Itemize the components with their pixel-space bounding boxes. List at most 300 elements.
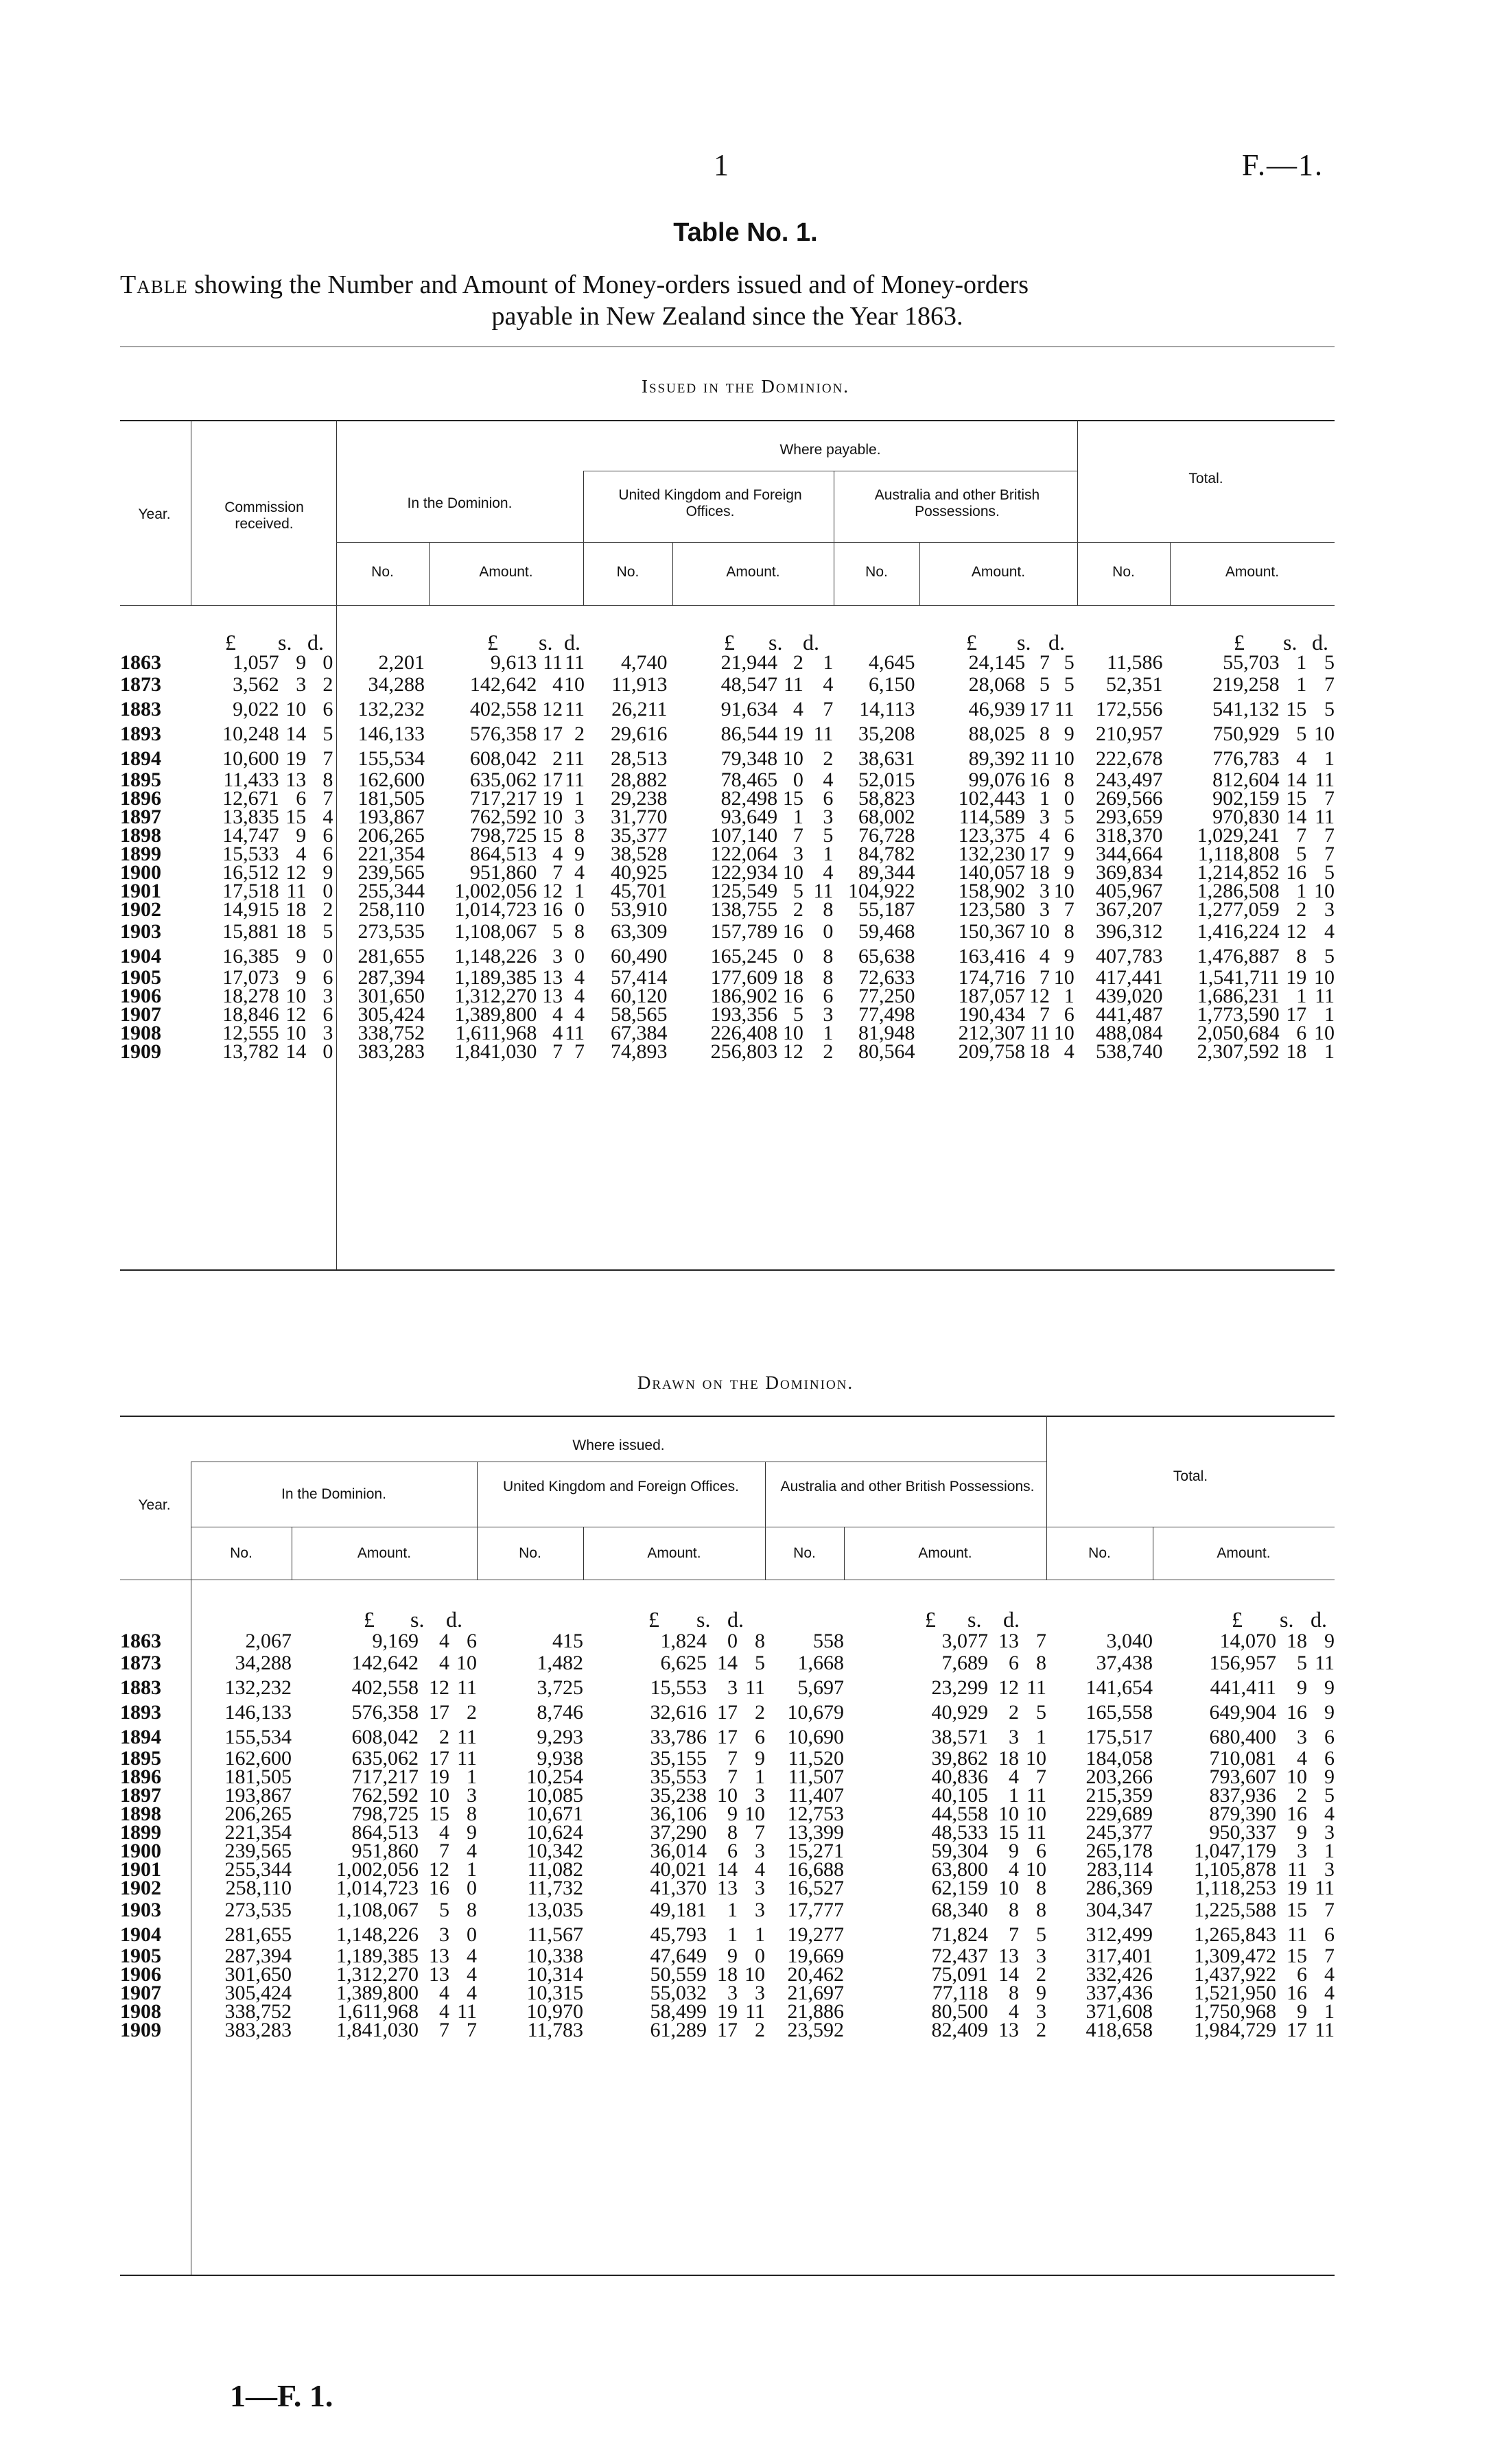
table-cell: 206,265 [357, 824, 425, 847]
table-cell: 35,377 [611, 824, 668, 847]
page-number: 1 [714, 148, 729, 182]
table-cell: 9 [1324, 1765, 1335, 1788]
table-cell: 44,558 [931, 1803, 988, 1825]
table-cell: 1,389,800 [336, 1982, 419, 2004]
table-cell: 48,547 [720, 672, 778, 696]
table-cell: 12 [429, 1676, 449, 1699]
table-cell: 3 [727, 1982, 738, 2004]
table-cell: 0 [467, 1923, 477, 1946]
row-year: 1897 [120, 806, 161, 828]
table-row [120, 1724, 1335, 1749]
table-cell: 11 [813, 722, 834, 745]
table-cell: 4 [793, 697, 803, 720]
table-cell: 12 [1286, 919, 1307, 943]
table-cell: 13 [998, 1945, 1019, 1967]
row-year: 1873 [120, 1651, 161, 1674]
table-cell: 17 [1029, 697, 1050, 720]
table-cell: 255,344 [224, 1858, 292, 1881]
table-cell: 11 [1315, 2019, 1335, 2041]
table-cell: 140,057 [958, 861, 1026, 884]
table-cell: 14 [285, 1040, 307, 1063]
table-cell: 9 [1064, 944, 1075, 967]
table-cell: 1,118,253 [1195, 1877, 1276, 1899]
table-cell: 2 [793, 651, 803, 674]
table-cell: 10 [998, 1877, 1019, 1899]
table-cell: 7 [1036, 1630, 1046, 1652]
issued-unit-pence-uk: d. [803, 630, 819, 655]
table-cell: 146,133 [224, 1700, 292, 1724]
table-cell: 4 [823, 768, 834, 791]
table-cell: 3 [1039, 898, 1050, 921]
table-cell: 0 [322, 651, 333, 674]
table-cell: 5 [1324, 697, 1335, 720]
table-cell: 8 [1296, 944, 1307, 967]
issued-header-uk-no: No. [616, 564, 639, 580]
table-cell: 0 [1064, 787, 1075, 810]
drawn-section-title: Drawn on the Dominion. [637, 1372, 854, 1393]
table-row [120, 789, 1335, 808]
table-cell: 762,592 [351, 1784, 419, 1807]
table-cell: 7 [1324, 1945, 1335, 1967]
table-cell: 6 [322, 697, 333, 720]
table-cell: 417,441 [1096, 966, 1163, 989]
table-cell: 11 [745, 1676, 765, 1699]
table-cell: 132,230 [958, 843, 1026, 865]
table-cell: 970,830 [1212, 806, 1280, 828]
table-cell: 15 [1286, 787, 1307, 810]
table-cell: 82,409 [931, 2019, 988, 2041]
table-cell: 184,058 [1085, 1747, 1153, 1770]
table-cell: 187,057 [958, 985, 1026, 1007]
table-cell: 11 [565, 768, 585, 791]
table-cell: 418,658 [1085, 2019, 1153, 2041]
table-cell: 5 [1296, 722, 1307, 745]
issued-unit-pence-dominion: d. [564, 630, 580, 655]
table-cell: 18 [998, 1747, 1019, 1770]
table-cell: 762,592 [469, 806, 537, 828]
table-cell: 65,638 [858, 944, 915, 967]
table-row [120, 826, 1335, 845]
table-cell: 107,140 [710, 824, 778, 847]
table-cell: 10 [1026, 1858, 1046, 1881]
row-year: 1898 [120, 824, 161, 847]
table-cell: 35,208 [858, 722, 915, 745]
table-cell: 4 [1296, 747, 1307, 770]
table-cell: 7 [1064, 898, 1075, 921]
table-cell: 2,201 [378, 651, 425, 674]
drawn-header-total-no: No. [1088, 1545, 1111, 1561]
row-year: 1895 [120, 768, 161, 791]
table-cell: 78,465 [720, 768, 778, 791]
table-cell: 37,438 [1096, 1651, 1153, 1674]
table-cell: 77,118 [932, 1982, 988, 2004]
table-cell: 1,750,968 [1194, 2000, 1276, 2023]
table-cell: 40,925 [611, 861, 668, 884]
table-cell: 3 [755, 1784, 765, 1807]
table-cell: 62,159 [931, 1877, 988, 1899]
row-year: 1902 [120, 1877, 161, 1899]
table-cell: 3 [755, 1877, 765, 1899]
row-year: 1904 [120, 944, 161, 967]
table-row [120, 845, 1335, 863]
table-cell: 951,860 [351, 1840, 419, 1862]
table-cell: 1 [574, 787, 585, 810]
table-cell: 15 [1286, 697, 1307, 720]
table-cell: 367,207 [1096, 898, 1163, 921]
table-cell: 10 [998, 1803, 1019, 1825]
table-cell: 812,604 [1212, 768, 1280, 791]
table-cell: 5 [1036, 1923, 1046, 1946]
table-cell: 45,793 [650, 1923, 707, 1946]
table-cell: 1,105,878 [1194, 1858, 1276, 1881]
table-cell: 14 [285, 722, 307, 745]
table-cell: 5 [1064, 651, 1075, 674]
table-cell: 35,553 [650, 1765, 707, 1788]
table-row [120, 1042, 1335, 1061]
table-cell: 8 [467, 1803, 477, 1825]
table-cell: 5 [322, 722, 333, 745]
drawn-header-dominion-no: No. [230, 1545, 253, 1561]
table-cell: 28,513 [611, 747, 668, 770]
issued-unit-pound-dominion: £ [487, 630, 498, 655]
table-cell: 8 [574, 824, 585, 847]
table-cell: 3,040 [1106, 1630, 1153, 1652]
table-cell: 206,265 [224, 1803, 292, 1825]
table-cell: 60,490 [611, 944, 668, 967]
table-cell: 210,957 [1096, 722, 1163, 745]
table-cell: 8 [727, 1821, 738, 1844]
table-cell: 13 [542, 985, 563, 1007]
table-cell: 0 [322, 944, 333, 967]
drawn-unit-pound-dominion: £ [364, 1607, 375, 1632]
table-cell: 3 [793, 843, 803, 865]
drawn-unit-shilling-uk: s. [696, 1607, 711, 1632]
table-cell: 39,862 [931, 1747, 988, 1770]
table-cell: 89,344 [858, 861, 915, 884]
table-cell: 2 [467, 1700, 477, 1724]
drawn-unit-pound-aus: £ [925, 1607, 936, 1632]
table-cell: 37,290 [650, 1821, 707, 1844]
table-cell: 5 [823, 824, 834, 847]
issued-unit-pound-commission: £ [225, 630, 236, 655]
table-cell: 864,513 [469, 843, 537, 865]
table-cell: 58,499 [650, 2000, 707, 2023]
table-cell: 23,299 [931, 1676, 988, 1699]
table-row [120, 1897, 1335, 1922]
row-year: 1908 [120, 2000, 161, 2023]
table-cell: 1,416,224 [1197, 919, 1280, 943]
drawn-header-total-amount: Amount. [1217, 1545, 1271, 1561]
table-cell: 8 [823, 966, 834, 989]
row-year: 1896 [120, 1765, 161, 1788]
row-year: 1904 [120, 1923, 161, 1946]
table-cell: 71,824 [931, 1923, 988, 1946]
table-cell: 0 [322, 1040, 333, 1063]
row-year: 1908 [120, 1022, 161, 1044]
drawn-bottom-rule [120, 2275, 1335, 2276]
table-cell: 793,607 [1209, 1765, 1276, 1788]
table-cell: 84,782 [858, 843, 915, 865]
table-cell: 193,867 [224, 1784, 292, 1807]
table-cell: 11 [286, 880, 307, 902]
table-cell: 10,314 [526, 1963, 583, 1986]
table-cell: 7 [1039, 651, 1050, 674]
drawn-header-uk-no: No. [519, 1545, 541, 1561]
table-cell: 3 [755, 1982, 765, 2004]
table-cell: 7 [1039, 966, 1050, 989]
table-cell: 4 [296, 843, 307, 865]
row-year: 1894 [120, 747, 161, 770]
table-cell: 3 [823, 806, 834, 828]
table-cell: 558 [813, 1630, 844, 1652]
table-cell: 10,624 [526, 1821, 583, 1844]
table-cell: 3 [439, 1923, 449, 1946]
table-cell: 132,232 [357, 697, 425, 720]
issued-unit-shilling-dominion: s. [539, 630, 553, 655]
table-cell: 1,611,968 [455, 1022, 537, 1044]
table-cell: 123,580 [958, 898, 1026, 921]
table-cell: 155,534 [224, 1725, 292, 1748]
table-cell: 3 [1324, 898, 1335, 921]
table-cell: 7 [439, 2019, 449, 2041]
issued-unit-pound-aus: £ [966, 630, 977, 655]
table-cell: 19 [1287, 1877, 1307, 1899]
table-cell: 902,159 [1212, 787, 1280, 810]
table-cell: 31,770 [611, 806, 668, 828]
issued-header-uk-amount: Amount. [726, 564, 780, 580]
row-year: 1883 [120, 697, 161, 720]
table-cell: 11 [1026, 1784, 1046, 1807]
table-row [120, 771, 1335, 789]
table-cell: 17 [1286, 1003, 1307, 1026]
table-cell: 4 [574, 1003, 585, 1026]
issued-unit-pence-commission: d. [307, 630, 324, 655]
table-cell: 9 [467, 1821, 477, 1844]
table-cell: 5 [1324, 651, 1335, 674]
table-cell: 14,070 [1219, 1630, 1276, 1652]
table-cell: 10,600 [222, 747, 279, 770]
table-cell: 4 [439, 1821, 449, 1844]
table-cell: 52,351 [1106, 672, 1163, 696]
table-cell: 50,559 [650, 1963, 707, 1986]
description-text: showing the Number and Amount of Money-orders issued and of Money-orders [194, 270, 1029, 299]
table-cell: 1,225,588 [1194, 1898, 1276, 1921]
table-cell: 11 [565, 651, 585, 674]
table-cell: 7 [552, 861, 563, 884]
table-cell: 2 [1297, 1784, 1307, 1807]
table-cell: 864,513 [351, 1821, 419, 1844]
table-cell: 1,002,056 [336, 1858, 419, 1881]
table-cell: 45,701 [611, 880, 668, 902]
table-cell: 281,655 [357, 944, 425, 967]
table-cell: 7 [1296, 824, 1307, 847]
table-cell: 9 [755, 1747, 765, 1770]
row-year: 1883 [120, 1676, 161, 1699]
table-row [120, 882, 1335, 900]
table-cell: 9 [1064, 861, 1075, 884]
table-cell: 9 [1297, 2000, 1307, 2023]
table-cell: 11,433 [223, 768, 279, 791]
table-cell: 16 [1286, 861, 1307, 884]
table-cell: 5 [1036, 1700, 1046, 1724]
table-cell: 55,187 [858, 898, 915, 921]
table-cell: 3 [1297, 1840, 1307, 1862]
table-cell: 11 [1026, 1821, 1046, 1844]
table-cell: 3 [552, 944, 563, 967]
table-cell: 222,678 [1096, 747, 1163, 770]
table-cell: 0 [574, 898, 585, 921]
table-cell: 3 [574, 806, 585, 828]
table-cell: 21,886 [787, 2000, 844, 2023]
table-cell: 1,265,843 [1194, 1923, 1276, 1946]
table-cell: 6 [1064, 1003, 1075, 1026]
table-cell: 1,108,067 [336, 1898, 419, 1921]
table-cell: 15 [1287, 1945, 1307, 1967]
table-cell: 11 [1315, 1877, 1335, 1899]
row-year: 1909 [120, 2019, 161, 2041]
table-cell: 4 [755, 1858, 765, 1881]
table-cell: 9,293 [537, 1725, 583, 1748]
table-row [120, 1947, 1335, 1965]
table-cell: 273,535 [357, 919, 425, 943]
table-cell: 256,803 [710, 1040, 778, 1063]
table-cell: 34,288 [368, 672, 425, 696]
table-cell: 125,549 [710, 880, 778, 902]
table-cell: 8 [1039, 722, 1050, 745]
table-cell: 165,245 [710, 944, 778, 967]
table-cell: 7 [574, 1040, 585, 1063]
table-cell: 2 [574, 722, 585, 745]
table-cell: 1,029,241 [1197, 824, 1280, 847]
table-cell: 4 [1039, 944, 1050, 967]
table-cell: 4 [467, 1840, 477, 1862]
table-cell: 19 [782, 722, 803, 745]
table-cell: 6 [1009, 1651, 1019, 1674]
table-cell: 156,957 [1209, 1651, 1276, 1674]
drawn-unit-shilling-aus: s. [967, 1607, 982, 1632]
table-cell: 7 [1324, 1898, 1335, 1921]
table-cell: 11,913 [611, 672, 668, 696]
table-cell: 243,497 [1096, 768, 1163, 791]
table-cell: 8 [1036, 1877, 1046, 1899]
table-cell: 226,408 [710, 1022, 778, 1044]
table-cell: 879,390 [1209, 1803, 1276, 1825]
row-year: 1901 [120, 880, 161, 902]
drawn-header-dominion: In the Dominion. [281, 1486, 386, 1502]
table-cell: 7 [1324, 843, 1335, 865]
table-cell: 35,238 [650, 1784, 707, 1807]
table-row [120, 1024, 1335, 1042]
row-year: 1893 [120, 1700, 161, 1724]
issued-header-uk: United Kingdom and Foreign Offices. [618, 487, 802, 519]
table-cell: 1,014,723 [454, 898, 537, 921]
table-cell: 7,689 [941, 1651, 988, 1674]
table-cell: 1 [1064, 985, 1075, 1007]
table-cell: 3 [296, 672, 307, 696]
table-cell: 175,517 [1085, 1725, 1153, 1748]
table-cell: 16,688 [787, 1858, 844, 1881]
table-cell: 172,556 [1096, 697, 1163, 720]
table-cell: 4,645 [869, 651, 915, 674]
table-cell: 11,586 [1107, 651, 1163, 674]
table-cell: 68,340 [931, 1898, 988, 1921]
table-cell: 9 [1324, 1676, 1335, 1699]
table-cell: 4 [1009, 1765, 1019, 1788]
table-cell: 15 [782, 787, 803, 810]
table-cell: 2,307,592 [1197, 1040, 1280, 1063]
table-row [120, 1842, 1335, 1860]
table-cell: 1 [1296, 985, 1307, 1007]
table-cell: 1,611,968 [337, 2000, 419, 2023]
table-cell: 7 [755, 1821, 765, 1844]
table-cell: 72,633 [858, 966, 915, 989]
issued-header-dominion-no: No. [371, 564, 394, 580]
table-cell: 287,394 [224, 1945, 292, 1967]
table-cell: 4 [552, 843, 563, 865]
issued-bottom-rule [120, 1269, 1335, 1271]
table-cell: 12 [542, 697, 563, 720]
table-cell: 16 [429, 1877, 449, 1899]
table-cell: 798,725 [351, 1803, 419, 1825]
table-cell: 20,462 [787, 1963, 844, 1986]
table-cell: 163,416 [958, 944, 1026, 967]
table-cell: 3,725 [537, 1676, 583, 1699]
table-cell: 3,562 [233, 672, 279, 696]
table-cell: 77,250 [858, 985, 915, 1007]
table-cell: 1 [823, 843, 834, 865]
table-cell: 47,649 [650, 1945, 707, 1967]
table-cell: 1,312,270 [336, 1963, 419, 1986]
table-cell: 10,679 [787, 1700, 844, 1724]
table-row [120, 1749, 1335, 1768]
table-cell: 1,214,852 [1197, 861, 1280, 884]
table-cell: 3 [322, 1022, 333, 1044]
table-cell: 5 [755, 1651, 765, 1674]
table-cell: 17,518 [222, 880, 279, 902]
table-cell: 142,642 [351, 1651, 419, 1674]
table-cell: 10 [1053, 880, 1075, 902]
table-cell: 86,544 [720, 722, 778, 745]
table-cell: 441,487 [1096, 1003, 1163, 1026]
table-row [120, 696, 1335, 721]
table-cell: 6 [823, 985, 834, 1007]
table-cell: 1,309,472 [1194, 1945, 1276, 1967]
table-cell: 40,105 [931, 1784, 988, 1807]
table-cell: 4 [823, 861, 834, 884]
table-cell: 3 [322, 985, 333, 1007]
table-cell: 76,728 [858, 824, 915, 847]
row-year: 1893 [120, 722, 161, 745]
table-cell: 1 [727, 1898, 738, 1921]
drawn-header-australia: Australia and other British Possessions. [780, 1479, 1035, 1494]
table-cell: 281,655 [224, 1923, 292, 1946]
table-cell: 14,113 [859, 697, 915, 720]
table-cell: 104,922 [848, 880, 915, 902]
table-cell: 407,783 [1096, 944, 1163, 967]
table-cell: 7 [793, 824, 803, 847]
table-cell: 12,671 [222, 787, 279, 810]
table-cell: 239,565 [357, 861, 425, 884]
table-cell: 13,835 [222, 806, 279, 828]
table-description [120, 269, 1335, 332]
table-cell: 155,534 [357, 747, 425, 770]
table-cell: 6 [322, 966, 333, 989]
table-cell: 82,498 [720, 787, 778, 810]
table-cell: 10,315 [526, 1982, 583, 2004]
table-cell: 40,929 [931, 1700, 988, 1724]
table-cell: 4 [1324, 1982, 1335, 2004]
table-cell: 162,600 [224, 1747, 292, 1770]
